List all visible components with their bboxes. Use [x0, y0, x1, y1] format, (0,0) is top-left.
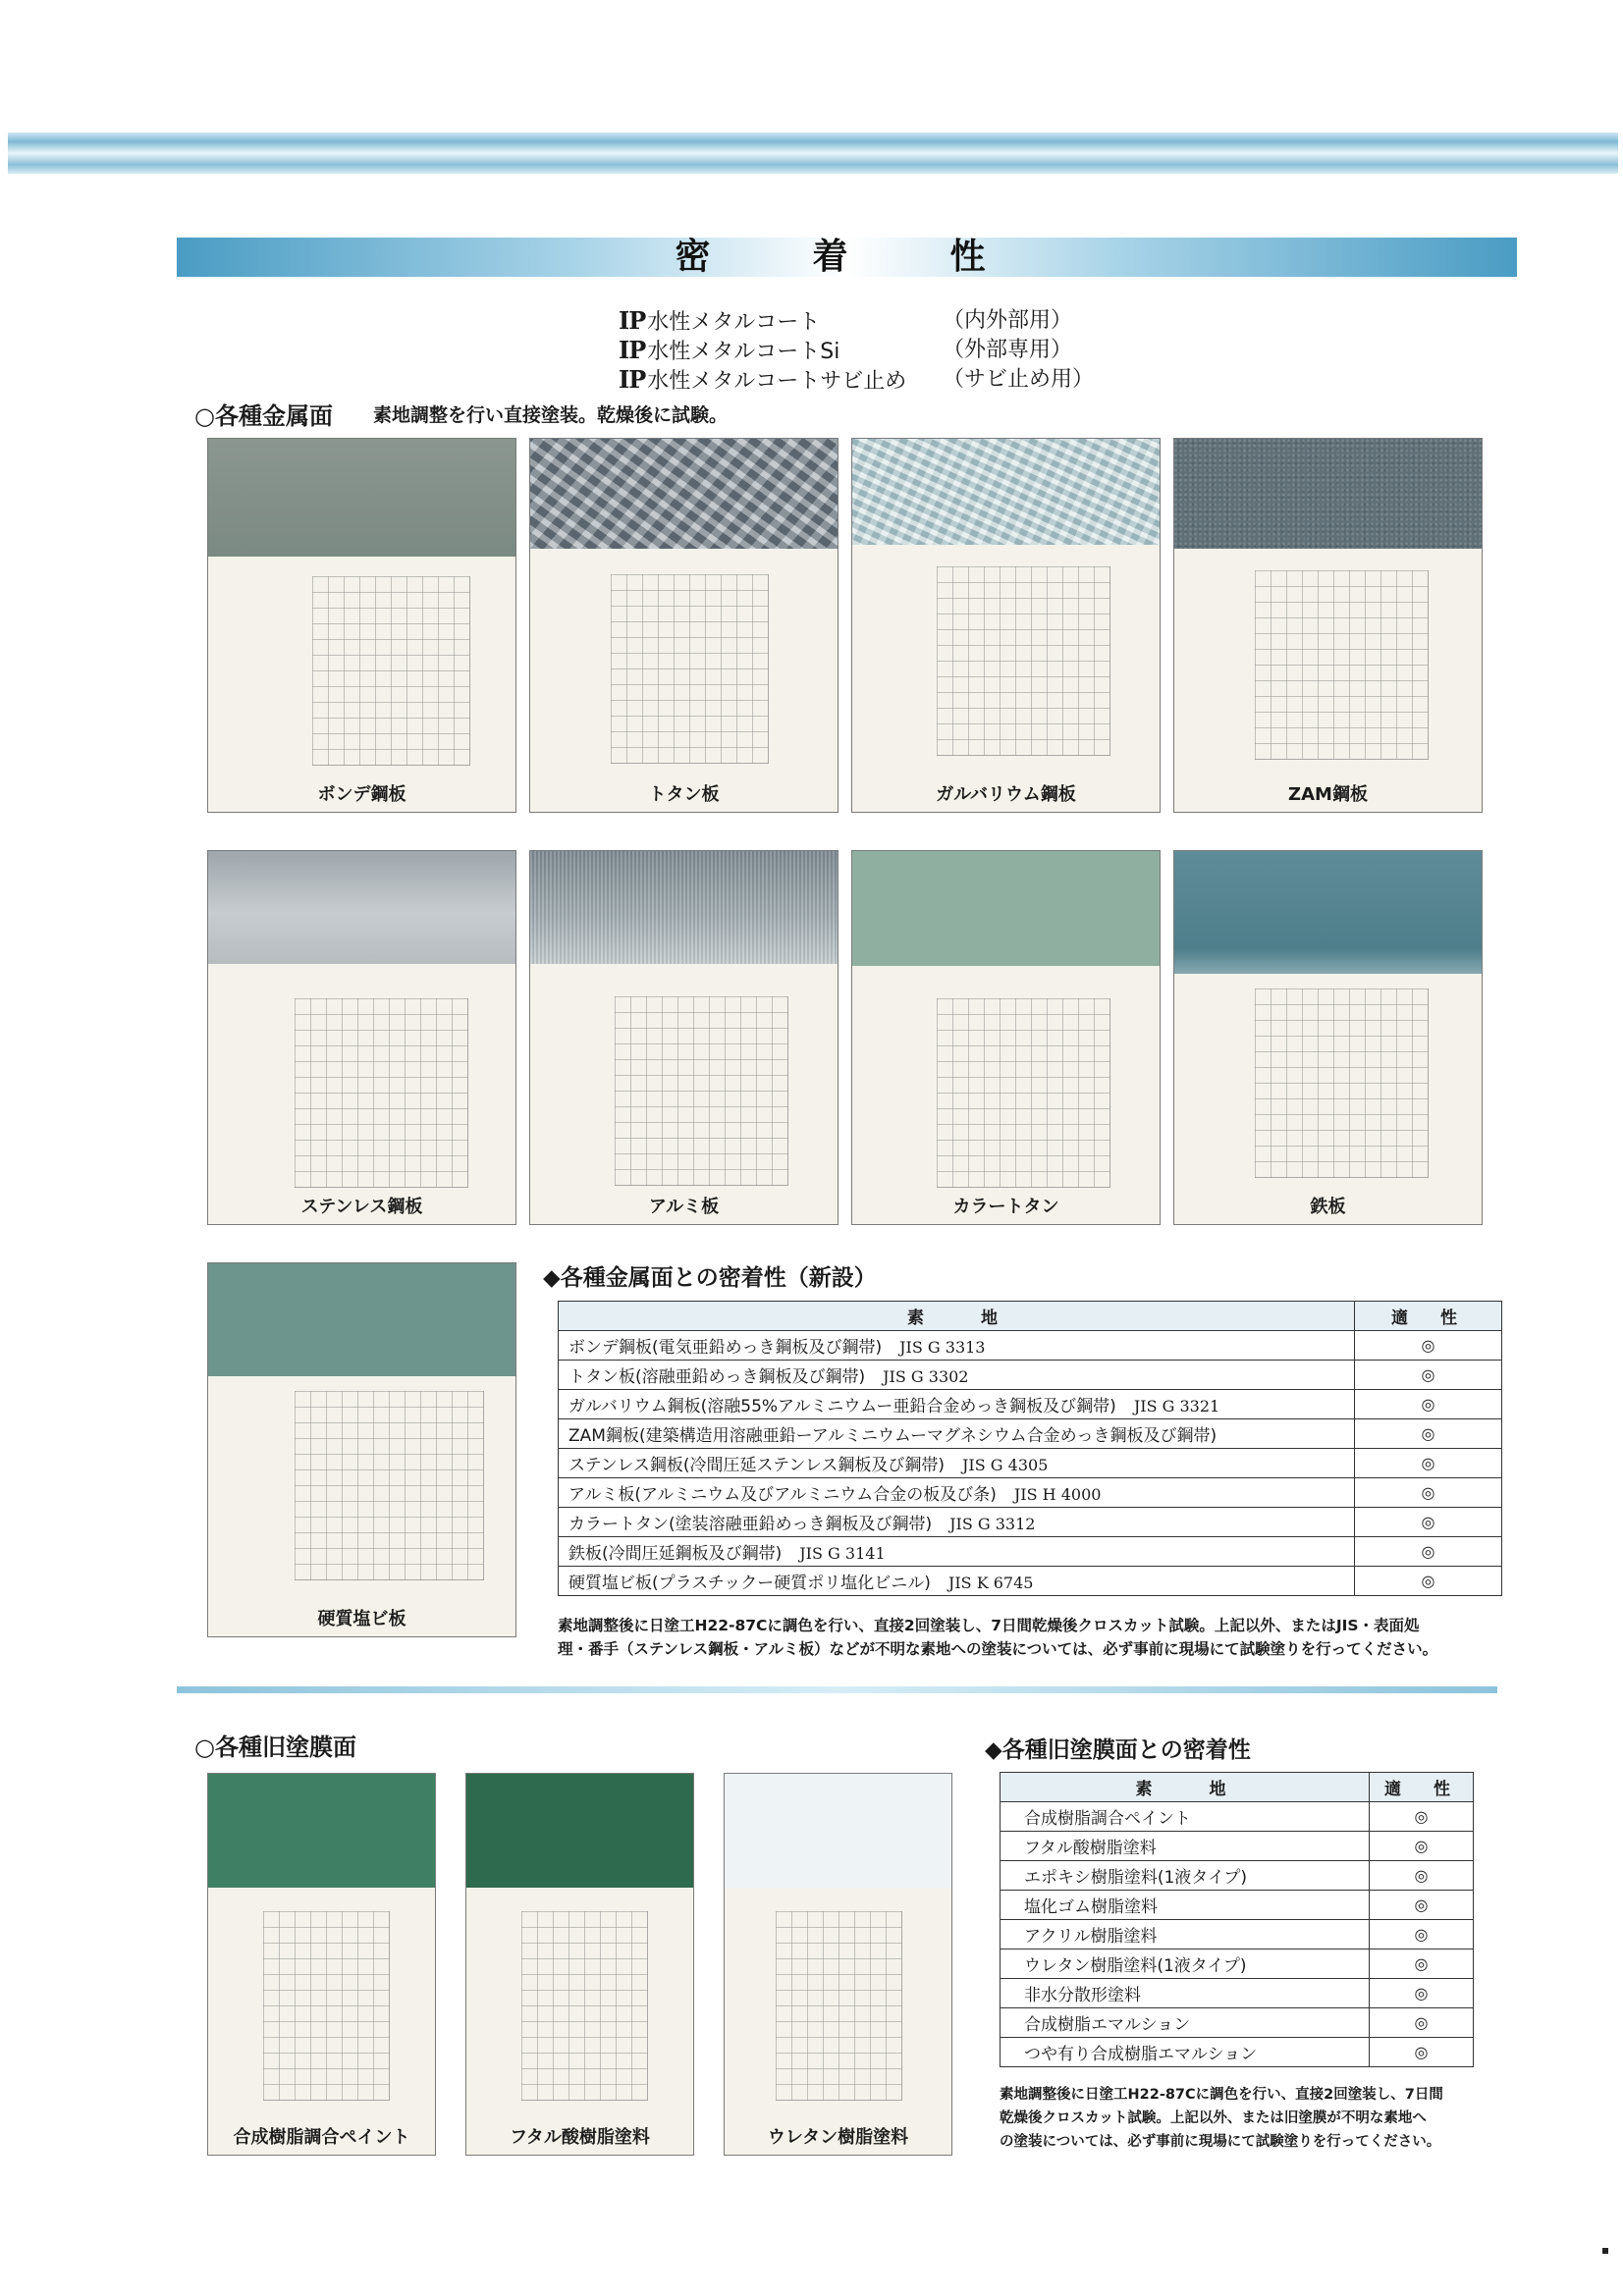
substrate-name: ウレタン樹脂塗料(1液タイプ) — [1001, 1949, 1370, 1979]
substrate-name: アクリル樹脂塗料 — [1001, 1920, 1370, 1949]
fit-mark: ◎ — [1355, 1537, 1502, 1567]
jis-code: JIS G 4305 — [962, 1456, 1049, 1474]
jis-code: JIS G 3321 — [1133, 1397, 1220, 1415]
substrate-name: 合成樹脂エマルション — [1001, 2008, 1370, 2038]
col-substrate: 素 地 — [1001, 1773, 1370, 1802]
brand-logo: IP — [619, 336, 646, 364]
product-name: 水性メタルコートサビ止め — [647, 369, 907, 394]
sample-zam — [1173, 438, 1483, 813]
substrate-name: ガルバリウム鋼板(溶融55%アルミニウムー亜鉛合金めっき鋼板及び鋼帯) — [568, 1397, 1116, 1416]
sample-totan — [529, 438, 839, 813]
sample-label: ガルバリウム鋼板 — [936, 784, 1076, 805]
jis-code: JIS G 3141 — [799, 1544, 886, 1563]
section-divider — [177, 1686, 1497, 1693]
table-row — [559, 1508, 1502, 1537]
metal-table-note — [558, 1614, 1502, 1661]
sample-label: フタル酸樹脂塗料 — [510, 2127, 650, 2148]
table-row — [559, 1537, 1502, 1567]
table-row — [1001, 2038, 1474, 2067]
old-film-adhesion-table — [1000, 1772, 1474, 2067]
fit-mark: ◎ — [1355, 1508, 1502, 1537]
table-row — [1001, 1861, 1474, 1891]
jis-code: JIS H 4000 — [1013, 1485, 1102, 1504]
product-use: （サビ止め用） — [943, 367, 1095, 392]
old-film-table-heading: ◆各種旧塗膜面との密着性 — [985, 1737, 1251, 1763]
substrate-name: 硬質塩ビ板(プラスチックー硬質ポリ塩化ビニル) — [568, 1574, 931, 1593]
substrate-name: フタル酸樹脂塗料 — [1001, 1832, 1370, 1861]
product-use: （内外部用） — [943, 308, 1073, 333]
sample-label: ウレタン樹脂塗料 — [767, 2127, 909, 2148]
fit-mark: ◎ — [1355, 1331, 1502, 1361]
sample-label: アルミ板 — [648, 1197, 720, 1217]
col-fit: 適 性 — [1355, 1302, 1502, 1331]
substrate-name: トタン板(溶融亜鉛めっき鋼板及び鋼帯) — [568, 1367, 866, 1387]
substrate-name: ボンデ鋼板(電気亜鉛めっき鋼板及び鋼帯) — [568, 1338, 883, 1358]
sample-pvc — [207, 1262, 516, 1637]
sample-label: ZAM鋼板 — [1288, 784, 1368, 805]
note-line: の塗装については、必ず事前に現場にて試験塗りを行ってください。 — [1000, 2134, 1441, 2150]
sample-label: ステンレス鋼板 — [300, 1197, 423, 1217]
fit-mark: ◎ — [1355, 1567, 1502, 1596]
product-line-2 — [619, 336, 1073, 365]
sample-alkyd-paint — [207, 1773, 436, 2156]
table-row — [1001, 1979, 1474, 2008]
substrate-name: ZAM鋼板(建築構造用溶融亜鉛ーアルミニウムーマグネシウム合金めっき鋼板及び鋼帯) — [568, 1426, 1217, 1446]
fit-mark: ◎ — [1370, 1891, 1474, 1920]
sample-iron — [1173, 850, 1483, 1225]
sample-stainless — [207, 850, 516, 1225]
page-title: 密 着 性 — [675, 237, 1019, 277]
old-film-section-heading: ○各種旧塗膜面 — [194, 1734, 356, 1761]
product-line-3 — [619, 365, 1095, 395]
fit-mark: ◎ — [1355, 1390, 1502, 1419]
metal-section-note: 素地調整を行い直接塗装。乾燥後に試験。 — [373, 404, 729, 426]
substrate-name: 鉄板(冷間圧延鋼板及び鋼帯) — [568, 1544, 783, 1564]
sample-urethane — [724, 1773, 952, 2156]
fit-mark: ◎ — [1355, 1419, 1502, 1449]
fit-mark: ◎ — [1355, 1449, 1502, 1478]
sample-color-totan — [851, 850, 1161, 1225]
jis-code: JIS K 6745 — [947, 1574, 1034, 1592]
sample-aluminum — [529, 850, 839, 1225]
substrate-name: 合成樹脂調合ペイント — [1001, 1802, 1370, 1832]
sample-label: ボンデ鋼板 — [317, 784, 406, 805]
substrate-name: エポキシ樹脂塗料(1液タイプ) — [1001, 1861, 1370, 1891]
note-line: 素地調整後に日塗工H22-87Cに調色を行い、直接2回塗装し、7日間乾燥後クロスカット試験。上記以外、またはJIS・表面処 — [558, 1617, 1420, 1634]
product-name: 水性メタルコートSi — [647, 340, 840, 364]
sample-label: トタン板 — [648, 784, 720, 805]
metal-adhesion-table — [558, 1301, 1502, 1596]
note-line: 乾燥後クロスカット試験。上記以外、または旧塗膜が不明な素地へ — [1000, 2110, 1427, 2126]
substrate-name: 塩化ゴム樹脂塗料 — [1001, 1891, 1370, 1920]
substrate-name: 非水分散形塗料 — [1001, 1979, 1370, 2008]
fit-mark: ◎ — [1370, 1861, 1474, 1891]
sample-label: 鉄板 — [1310, 1197, 1346, 1217]
fit-mark: ◎ — [1370, 1832, 1474, 1861]
table-row — [559, 1390, 1502, 1419]
sample-galvalume — [851, 438, 1161, 813]
fit-mark: ◎ — [1370, 2008, 1474, 2038]
table-row — [1001, 1802, 1474, 1832]
jis-code: JIS G 3313 — [899, 1338, 986, 1357]
old-film-table-note — [1000, 2083, 1474, 2154]
jis-code: JIS G 3302 — [883, 1367, 969, 1386]
product-line-1 — [619, 306, 1073, 336]
table-row — [559, 1331, 1502, 1361]
brand-logo: IP — [619, 306, 646, 335]
sample-label: 硬質塩ビ板 — [317, 1609, 406, 1629]
substrate-name: つや有り合成樹脂エマルション — [1001, 2038, 1370, 2067]
header-stripe — [8, 133, 1618, 174]
jis-code: JIS G 3312 — [949, 1515, 1036, 1533]
page-corner-mark — [1602, 2248, 1608, 2254]
sample-bonde — [207, 438, 516, 813]
metal-section-heading: ○各種金属面 — [194, 402, 333, 430]
table-row — [1001, 1920, 1474, 1949]
table-row — [559, 1478, 1502, 1508]
substrate-name: アルミ板(アルミニウム及びアルミニウム合金の板及び条) — [568, 1485, 997, 1505]
fit-mark: ◎ — [1370, 1949, 1474, 1979]
product-use: （外部専用） — [943, 338, 1073, 362]
table-row — [1001, 1832, 1474, 1861]
substrate-name: ステンレス鋼板(冷間圧延ステンレス鋼板及び鋼帯) — [568, 1456, 946, 1475]
sample-label: カラートタン — [952, 1197, 1059, 1217]
fit-mark: ◎ — [1370, 1802, 1474, 1832]
fit-mark: ◎ — [1370, 1979, 1474, 2008]
note-line: 素地調整後に日塗工H22-87Cに調色を行い、直接2回塗装し、7日間 — [1000, 2087, 1443, 2103]
table-row — [1001, 1891, 1474, 1920]
col-substrate: 素 地 — [559, 1302, 1355, 1331]
metal-table-heading: ◆各種金属面との密着性（新設） — [543, 1265, 877, 1291]
brand-logo: IP — [619, 365, 646, 394]
col-fit: 適 性 — [1370, 1773, 1474, 1802]
table-row — [559, 1361, 1502, 1390]
table-row — [1001, 1949, 1474, 1979]
fit-mark: ◎ — [1370, 2038, 1474, 2067]
fit-mark: ◎ — [1370, 1920, 1474, 1949]
sample-label: 合成樹脂調合ペイント — [233, 2127, 410, 2148]
fit-mark: ◎ — [1355, 1361, 1502, 1390]
product-name: 水性メタルコート — [647, 310, 821, 335]
fit-mark: ◎ — [1355, 1478, 1502, 1508]
table-row — [559, 1567, 1502, 1596]
table-row — [559, 1449, 1502, 1478]
substrate-name: カラートタン(塗装溶融亜鉛めっき鋼板及び鋼帯) — [568, 1515, 933, 1534]
table-row — [559, 1419, 1502, 1449]
sample-phthalic — [465, 1773, 694, 2156]
table-row — [1001, 2008, 1474, 2038]
note-line: 理・番手（ステンレス鋼板・アルミ板）などが不明な素地への塗装については、必ず事前に現場にて試験塗りを行ってください。 — [558, 1640, 1438, 1658]
